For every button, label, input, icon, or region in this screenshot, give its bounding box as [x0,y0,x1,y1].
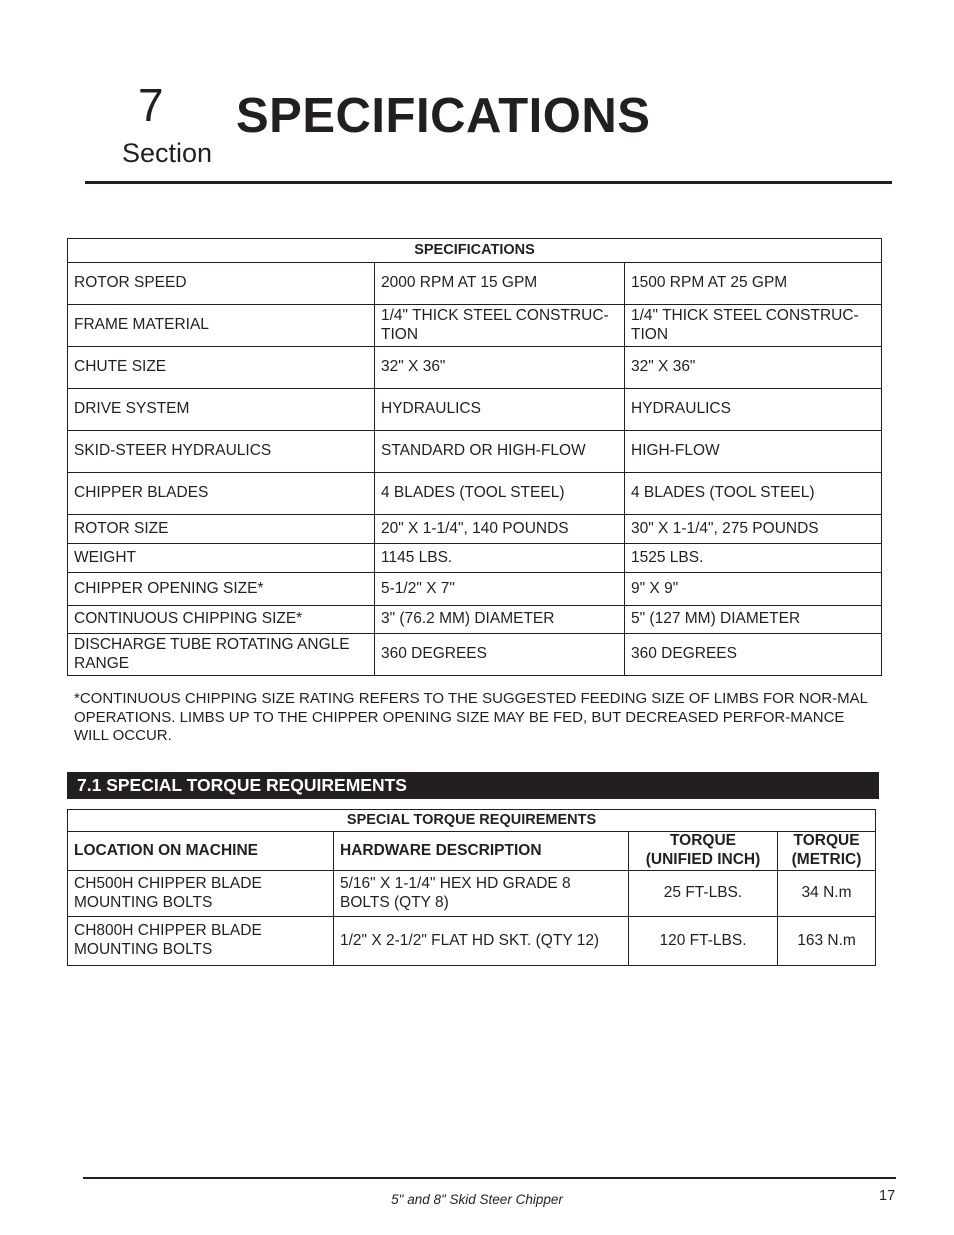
torque-inch-cell: 25 FT-LBS. [629,871,778,917]
spec-value-5in: 2000 RPM AT 15 GPM [375,263,625,305]
section-label: Section [122,138,213,168]
spec-value-5in: 360 DEGREES [375,634,625,676]
page-number: 17 [879,1188,896,1204]
spec-label: DISCHARGE TUBE ROTATING ANGLE RANGE [68,634,375,676]
spec-value-5in: 5-1/2" X 7" [375,573,625,606]
spec-value-8in: HIGH-FLOW [625,431,882,473]
spec-label: WEIGHT [68,544,375,573]
spec-value-8in: 1/4" THICK STEEL CONSTRUC-TION [625,305,882,347]
table-row [68,606,882,634]
table-row [68,634,882,676]
spec-value-8in: HYDRAULICS [625,389,882,431]
spec-label: CHUTE SIZE [68,347,375,389]
column-header-torque-inch: TORQUE (UNIFIED INCH) [629,832,778,871]
header-row [68,832,876,871]
page-title: SPECIFICATIONS [236,89,651,143]
table-row [68,573,882,606]
column-header-torque-metric: TORQUE (METRIC) [778,832,876,871]
spec-value-5in: 1145 LBS. [375,544,625,573]
table-row [68,871,876,917]
table-row [68,347,882,389]
specifications-table [67,238,882,676]
footnote: *CONTINUOUS CHIPPING SIZE RATING REFERS TO THE SUGGESTED FEEDING SIZE OF LIMBS FOR NOR-MAL OPERATIONS. LIMBS UP TO THE CHIPPER OPENING SIZE MAY BE FED, BUT DECREASED PERFOR-MANCE WILL OCCUR. [74,690,868,744]
spec-value-5in: 3" (76.2 MM) DIAMETER [375,606,625,634]
spec-value-8in: 1525 LBS. [625,544,882,573]
subsection-title: 7.1 SPECIAL TORQUE REQUIREMENTS [77,775,407,795]
spec-label: DRIVE SYSTEM [68,389,375,431]
footer-rule [83,1177,896,1179]
hardware-cell: 5/16" X 1-1/4" HEX HD GRADE 8 BOLTS (QTY 8) [334,871,629,917]
spec-value-8in: 9" X 9" [625,573,882,606]
torque-table [67,809,876,966]
table-row [68,431,882,473]
spec-value-5in: HYDRAULICS [375,389,625,431]
header-rule [85,181,892,184]
spec-value-8in: 5" (127 MM) DIAMETER [625,606,882,634]
table-row [68,917,876,966]
subsection-heading [67,772,879,799]
spec-value-5in: STANDARD OR HIGH-FLOW [375,431,625,473]
footer-title: 5" and 8" Skid Steer Chipper [391,1192,563,1207]
spec-value-8in: 32" X 36" [625,347,882,389]
torque-inch-cell: 120 FT-LBS. [629,917,778,966]
torque-metric-cell: 163 N.m [778,917,876,966]
location-cell: CH500H CHIPPER BLADE MOUNTING BOLTS [68,871,334,917]
spec-label: ROTOR SIZE [68,515,375,544]
hardware-cell: 1/2" X 2-1/2" FLAT HD SKT. (QTY 12) [334,917,629,966]
spec-value-8in: 30" X 1-1/4", 275 POUNDS [625,515,882,544]
spec-label: FRAME MATERIAL [68,305,375,347]
spec-value-5in: 32" X 36" [375,347,625,389]
spec-value-5in: 20" X 1-1/4", 140 POUNDS [375,515,625,544]
spec-label: ROTOR SPEED [68,263,375,305]
spec-value-8in: 360 DEGREES [625,634,882,676]
spec-label: SKID-STEER HYDRAULICS [68,431,375,473]
spec-label: CHIPPER BLADES [68,473,375,515]
section-number: 7 [138,79,164,131]
table-row [68,473,882,515]
spec-value-8in: 4 BLADES (TOOL STEEL) [625,473,882,515]
spec-value-5in: 4 BLADES (TOOL STEEL) [375,473,625,515]
spec-value-5in: 1/4" THICK STEEL CONSTRUC-TION [375,305,625,347]
table-row [68,544,882,573]
table-row [68,389,882,431]
column-header-location: LOCATION ON MACHINE [68,832,334,871]
table-row [68,515,882,544]
torque-metric-cell: 34 N.m [778,871,876,917]
table-caption: SPECIFICATIONS [68,239,882,263]
spec-label: CONTINUOUS CHIPPING SIZE* [68,606,375,634]
spec-label: CHIPPER OPENING SIZE* [68,573,375,606]
table-row [68,263,882,305]
location-cell: CH800H CHIPPER BLADE MOUNTING BOLTS [68,917,334,966]
table-caption: SPECIAL TORQUE REQUIREMENTS [68,810,876,832]
spec-value-8in: 1500 RPM AT 25 GPM [625,263,882,305]
column-header-hardware: HARDWARE DESCRIPTION [334,832,629,871]
table-row [68,305,882,347]
